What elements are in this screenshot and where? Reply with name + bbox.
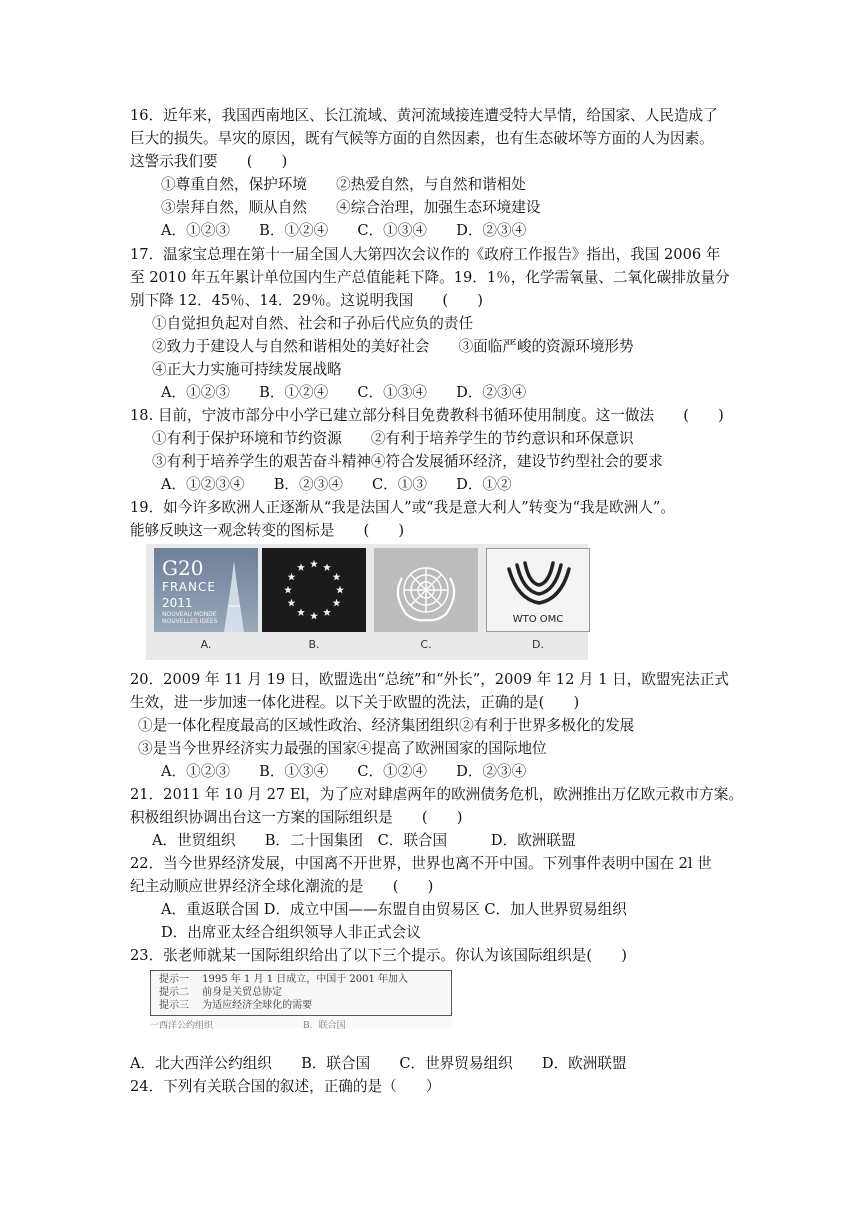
emblem-figure [146,544,588,660]
hint-cropped-text: 一西洋公约组织 B．联合国 [150,1021,346,1031]
g20-emblem-slogan: NOUVEAU MONDE NOUVELLES IDÉES [162,611,218,625]
q21-stem-line-1: 21．2011 年 10 月 27 El，为了应对肆虐两年的欧洲债务危机，欧洲推出万亿欧元救市方案。 [130,786,743,803]
caption-b: B. [308,638,320,651]
caption-c: C. [420,638,432,651]
q19-stem-line-1: 19．如今许多欧洲人正逐渐从“我是法国人”或“我是意大利人”转变为“我是欧洲人”。 [130,499,675,516]
q16-options: A．①②③ B．①②④ C．①③④ D．②③④ [161,222,527,239]
q21-options: A．世贸组织 B．二十国集团 C．联合国 D．欧洲联盟 [152,832,576,849]
caption-a: A. [200,638,212,651]
q18-item-line-1: ①有利于保护环境和节约资源 ②有利于培养学生的节约意识和环保意识 [152,430,634,447]
eu-star-icon [287,573,295,581]
q16-item-line-2: ③崇拜自然，顺从自然 ④综合治理，加强生态环境建设 [161,199,541,216]
q23-options: A．北大西洋公约组织 B．联合国 C．世界贸易组织 D．欧洲联盟 [130,1055,627,1072]
q16-stem-line-1: 16．近年来，我国西南地区、长江流域、黄河流域接连遭受特大旱情，给国家、人民造成了 [130,107,718,124]
q22-options-line-2: D．出席亚太经合组织领导人非正式会议 [161,924,421,941]
eu-star-icon [310,612,318,620]
q20-stem-line-2: 生效，进一步加速一体化进程。以下关于欧盟的洗法，正确的是( ) [130,694,580,711]
q22-stem-line-1: 22．当今世界经济发展，中国离不开世界，世界也离不开中国。下列事件表明中国在 2l 世 [130,855,712,872]
q20-item-line-1: ①是一体化程度最高的区域性政治、经济集团组织②有利于世界多极化的发展 [138,717,635,734]
q22-stem-line-2: 纪主动顺应世界经济全球化潮流的是 ( ) [130,878,434,895]
q20-options: A．①②③ B．①③④ C．①②④ D．②③④ [161,763,527,780]
q18-stem-line-1: 18. 目前，宁波市部分中小学已建立部分科目免费教科书循环使用制度。这一做法 ( ) [130,407,724,424]
eu-stars-icon [262,548,366,632]
q17-item-line-3: ④正大力实施可持续发展战略 [152,361,342,378]
eu-star-icon [310,560,318,568]
g20-emblem-year: 2011 [162,596,193,610]
q23-stem-line-1: 23．张老师就某一国际组织给出了以下三个提示。你认为该国际组织是( ) [130,947,627,964]
wto-logo-icon [486,548,590,632]
q17-item-line-2: ②致力于建设人与自然和谐相处的美好社会 ③面临严峻的资源环境形势 [152,338,634,355]
q17-stem-line-3: 别下降 12．45％、14．29％。这说明我国 ( ) [130,292,483,309]
eu-star-icon [333,573,341,581]
hint-box [150,970,452,1016]
eu-star-icon [297,563,305,571]
g20-france-emblem [154,548,258,632]
hint-line-1: 提示一 1995 年 1 月 1 日成立，中国于 2001 年加入 [159,974,409,985]
eu-star-icon [323,608,331,616]
g20-emblem-title: G20 [162,556,204,580]
q16-stem-line-3: 这警示我们要 ( ) [130,153,288,170]
un-globe-icon [374,548,478,632]
eu-flag-icon [262,548,366,632]
eu-star-icon [284,586,292,594]
un-emblem-icon [374,548,478,632]
wto-omc-label: WTO OMC [512,614,564,625]
hint-line-3: 提示三 为适应经济全球化的需要 [159,1000,313,1011]
eu-star-icon [323,563,331,571]
q24-stem-line-1: 24．下列有关联合国的叙述，正确的是（ ） [130,1078,441,1095]
q21-stem-line-2: 积极组织协调出台这一方案的国际组织是 ( ) [130,809,463,826]
eu-star-icon [336,586,344,594]
q17-item-line-1: ①自觉担负起对自然、社会和子孙后代应负的责任 [152,315,474,332]
q16-item-line-1: ①尊重自然，保护环境 ②热爱自然，与自然和谐相处 [161,176,526,193]
q16-stem-line-2: 巨大的损失。旱灾的原因，既有气候等方面的自然因素，也有生态破坏等方面的人为因素。 [130,130,714,147]
q17-stem-line-1: 17．温家宝总理在第十一届全国人大第四次会议作的《政府工作报告》指出，我国 2006 年 [130,246,721,263]
eu-star-icon [333,599,341,607]
wto-swirl-icon [487,551,590,615]
q17-options: A．①②③ B．①②④ C．①③④ D．②③④ [161,384,527,401]
q17-stem-line-2: 至 2010 年五年累计单位国内生产总值能耗下降。19．1％，化学需氧量、二氧化碳排放量分 [130,269,730,286]
q20-stem-line-1: 20．2009 年 11 月 19 日，欧盟选出“总统”和“外长”，2009 年 12 月 1 日，欧盟宪法正式 [130,671,729,688]
g20-emblem-country: FRANCE [162,580,216,594]
q18-options: A．①②③④ B．②③④ C．①③ D．①② [161,476,512,493]
eu-star-icon [297,608,305,616]
q18-item-line-2: ③有利于培养学生的艰苦奋斗精神④符合发展循环经济，建设节约型社会的要求 [152,453,663,470]
eu-star-icon [287,599,295,607]
hint-line-2: 提示二 前身是关贸总协定 [159,987,283,998]
q22-options-line-1: A．重返联合国 D．成立中国——东盟自由贸易区 C．加人世界贸易组织 [161,901,627,918]
caption-d: D. [532,638,544,651]
hint-figure [150,968,452,1031]
q20-item-line-2: ③是当今世界经济实力最强的国家④提高了欧洲国家的国际地位 [138,740,547,757]
q19-stem-line-2: 能够反映这一观念转变的图标是 ( ) [130,522,405,539]
eiffel-tower-icon [154,548,258,632]
